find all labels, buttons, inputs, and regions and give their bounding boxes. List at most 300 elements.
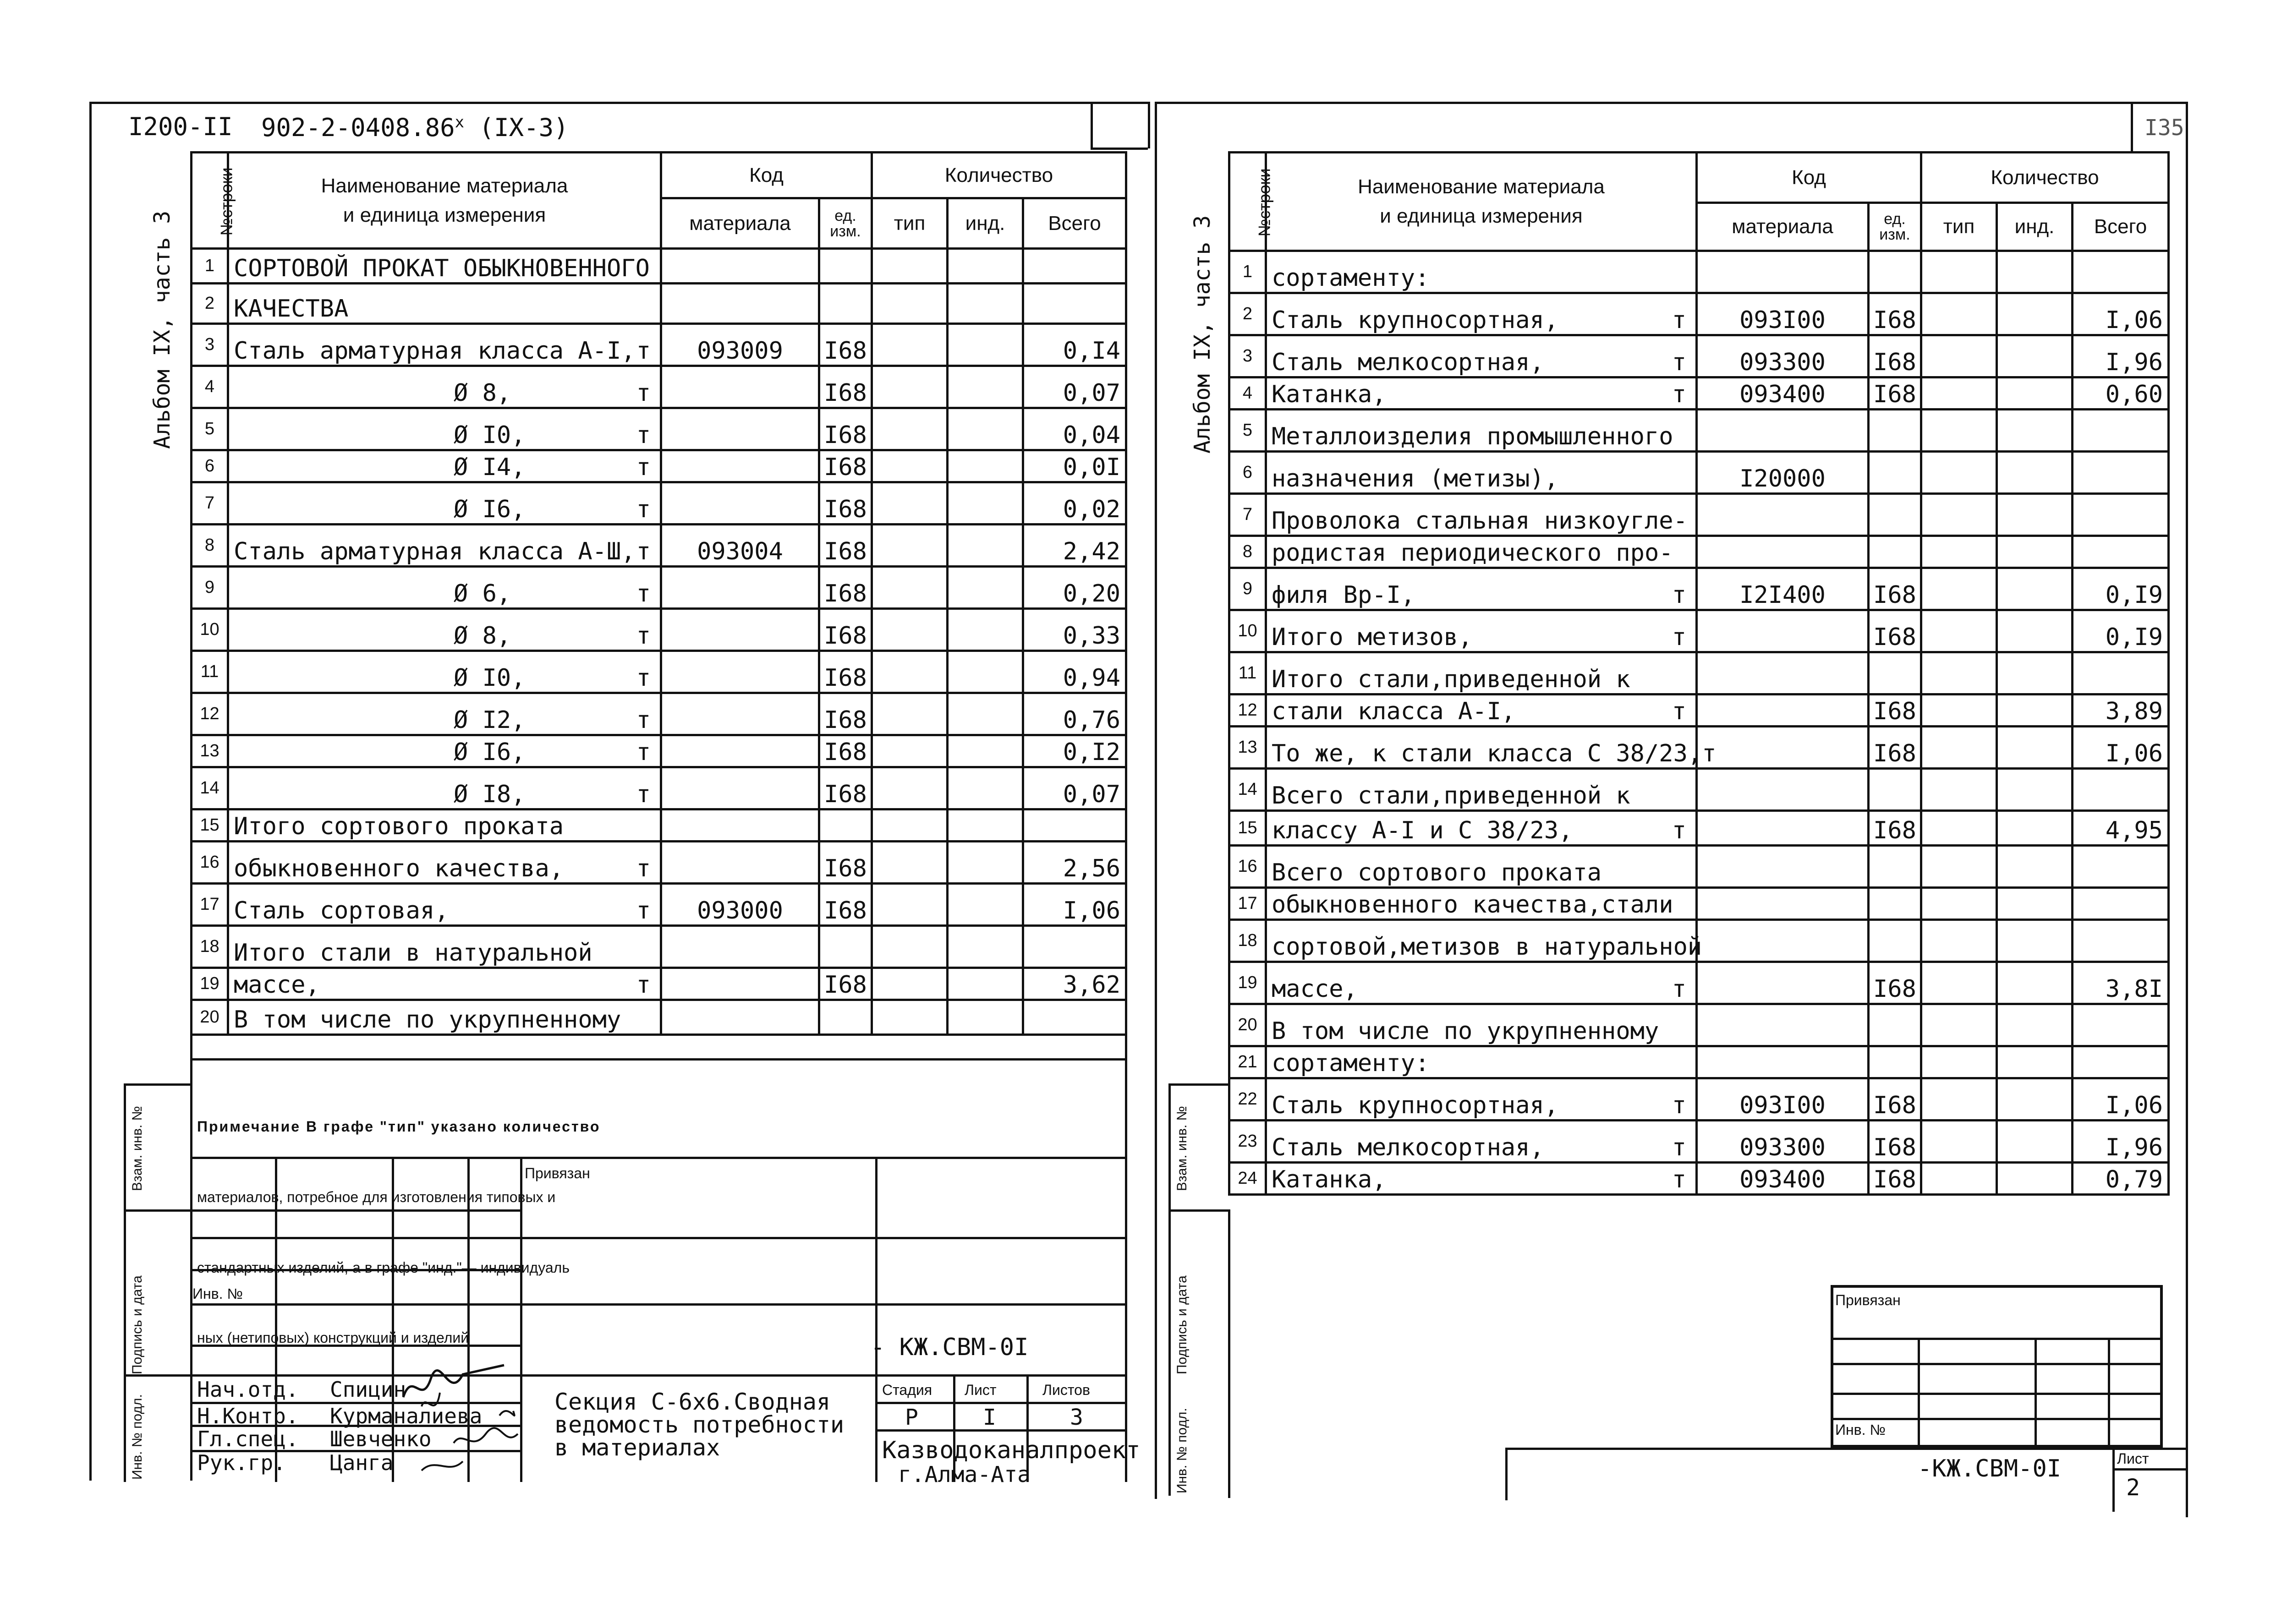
qty-type xyxy=(872,249,948,284)
qty-total: 4,95 xyxy=(2073,811,2169,846)
row-number: 6 xyxy=(1229,452,1266,494)
right-outer-border-right xyxy=(2186,102,2188,1517)
table-row xyxy=(1229,536,2169,568)
material-name-wrap xyxy=(1272,1092,1691,1119)
qty-type xyxy=(872,1000,948,1035)
row-number: 6 xyxy=(192,450,228,482)
qty-type xyxy=(872,366,948,408)
material-code xyxy=(1697,536,1869,568)
material-name-text: Ø I8, xyxy=(454,781,526,808)
material-name xyxy=(228,926,661,968)
table-row xyxy=(1229,694,2169,727)
qty-ind xyxy=(948,567,1023,609)
material-name-wrap xyxy=(234,622,655,650)
row-number: 10 xyxy=(192,609,228,651)
qty-total: 0,I9 xyxy=(2073,568,2169,610)
material-name-text: Итого стали,приведенной к xyxy=(1272,666,1630,693)
material-code xyxy=(661,366,819,408)
row-number: 2 xyxy=(1229,293,1266,335)
material-code xyxy=(661,735,819,767)
unit-code: I68 xyxy=(819,693,872,735)
row-number: 11 xyxy=(192,651,228,693)
qty-total xyxy=(1023,284,1126,324)
material-name-wrap xyxy=(1272,507,1691,535)
material-code xyxy=(661,693,819,735)
material-name-wrap xyxy=(1272,817,1691,844)
stage-label: Стадия xyxy=(882,1382,932,1398)
material-name-wrap xyxy=(1272,666,1691,693)
qty-ind xyxy=(948,735,1023,767)
table-row xyxy=(192,482,1126,525)
material-name-text: массе, xyxy=(234,971,320,999)
qty-type xyxy=(872,567,948,609)
table-row xyxy=(192,249,1126,284)
material-name-wrap xyxy=(234,706,655,734)
material-name-text: Проволока стальная низкоугле- xyxy=(1272,507,1688,535)
unit-code: I68 xyxy=(819,408,872,450)
material-code xyxy=(661,249,819,284)
material-name-wrap xyxy=(1272,891,1691,919)
side-label-inv-left: Инв. № подл. xyxy=(130,1394,145,1480)
qty-ind xyxy=(948,926,1023,968)
table-row xyxy=(1229,1078,2169,1121)
qty-total xyxy=(2073,846,2169,888)
unit-code xyxy=(1869,452,1921,494)
material-name-wrap xyxy=(1272,1050,1691,1077)
material-unit-letter: т xyxy=(1672,306,1686,334)
qty-total: I,06 xyxy=(1023,884,1126,926)
qty-type xyxy=(872,609,948,651)
qty-ind xyxy=(948,767,1023,809)
qty-total: 0,60 xyxy=(2073,377,2169,410)
unit-code xyxy=(1869,1046,1921,1078)
material-name xyxy=(1266,335,1697,377)
material-code xyxy=(661,567,819,609)
material-name-text: Сталь арматурная класса А-I, xyxy=(234,337,636,365)
qty-type xyxy=(1921,494,1997,536)
material-code: 093400 xyxy=(1697,377,1869,410)
material-name-wrap xyxy=(1272,465,1691,492)
material-name xyxy=(228,884,661,926)
table-row xyxy=(1229,962,2169,1004)
qty-type xyxy=(1921,1163,1997,1195)
material-code xyxy=(661,767,819,809)
qty-type xyxy=(1921,694,1997,727)
qty-type xyxy=(872,842,948,884)
table-body-right xyxy=(1229,251,2169,1195)
material-unit-letter: т xyxy=(636,454,651,481)
qty-ind xyxy=(1997,694,2073,727)
material-name-text: Ø I6, xyxy=(454,738,526,766)
material-name-text: В том числе по укрупненному xyxy=(234,1006,621,1033)
qty-ind xyxy=(948,450,1023,482)
material-name-text: Ø I2, xyxy=(454,706,526,734)
material-name xyxy=(1266,962,1697,1004)
material-name xyxy=(228,366,661,408)
material-code xyxy=(1697,410,1869,452)
material-code xyxy=(661,651,819,693)
material-name-wrap xyxy=(234,1006,655,1033)
material-unit-letter: т xyxy=(636,622,651,650)
material-name-text: СОРТОВОЙ ПРОКАТ ОБЫКНОВЕННОГО xyxy=(234,255,650,282)
row-number: 22 xyxy=(1229,1078,1266,1121)
material-name xyxy=(228,408,661,450)
material-code: 093004 xyxy=(661,525,819,567)
qty-ind xyxy=(948,366,1023,408)
material-name-wrap xyxy=(234,337,655,365)
unit-code xyxy=(819,809,872,842)
qty-ind xyxy=(948,284,1023,324)
header-code-material: материала xyxy=(661,198,819,249)
table-row xyxy=(1229,335,2169,377)
material-name-text: Сталь крупносортная, xyxy=(1272,1092,1559,1119)
qty-type xyxy=(872,450,948,482)
material-name xyxy=(1266,251,1697,293)
row-number: 2 xyxy=(192,284,228,324)
material-name-wrap xyxy=(1272,1134,1691,1161)
unit-code: I68 xyxy=(819,735,872,767)
header-code: Код xyxy=(661,153,872,198)
qty-ind xyxy=(1997,1046,2073,1078)
material-name-wrap xyxy=(1272,1017,1691,1045)
material-code xyxy=(661,284,819,324)
row-number: 17 xyxy=(192,884,228,926)
qty-total xyxy=(2073,1046,2169,1078)
qty-type xyxy=(1921,1004,1997,1046)
unit-code xyxy=(819,249,872,284)
material-name xyxy=(228,609,661,651)
material-unit-letter: т xyxy=(636,337,651,365)
material-name-text: Сталь арматурная класса А-Ш, xyxy=(234,538,636,565)
material-code xyxy=(661,1000,819,1035)
qty-ind xyxy=(948,968,1023,1000)
qty-ind xyxy=(948,884,1023,926)
qty-ind xyxy=(948,609,1023,651)
qty-ind xyxy=(1997,610,2073,652)
table-row xyxy=(1229,846,2169,888)
qty-ind xyxy=(1997,1121,2073,1163)
material-unit-letter: т xyxy=(1672,698,1686,725)
material-code xyxy=(1697,494,1869,536)
table-row xyxy=(1229,452,2169,494)
row-number: 15 xyxy=(1229,811,1266,846)
material-unit-letter: т xyxy=(1672,1166,1686,1193)
material-name-wrap xyxy=(1272,349,1691,376)
qty-type xyxy=(1921,920,1997,962)
top-border-left xyxy=(89,102,1148,104)
header-qty-ind-right: инд. xyxy=(1997,203,2073,251)
material-name-text: В том числе по укрупненному xyxy=(1272,1017,1659,1045)
qty-ind xyxy=(1997,536,2073,568)
row-number: 16 xyxy=(192,842,228,884)
qty-ind xyxy=(948,651,1023,693)
qty-type xyxy=(1921,811,1997,846)
sheet-label: Лист xyxy=(965,1382,997,1398)
stage-value: Р xyxy=(905,1405,918,1430)
material-name-text: сортовой,метизов в натуральной xyxy=(1272,933,1702,961)
material-code xyxy=(661,408,819,450)
table-row xyxy=(1229,610,2169,652)
material-code: I20000 xyxy=(1697,452,1869,494)
material-name-wrap xyxy=(1272,975,1691,1003)
unit-code xyxy=(819,284,872,324)
material-name xyxy=(228,1000,661,1035)
qty-ind xyxy=(948,809,1023,842)
material-name-text: обыкновенного качества, xyxy=(234,855,564,882)
material-name-text: назначения (метизы), xyxy=(1272,465,1559,492)
material-name xyxy=(228,249,661,284)
qty-type xyxy=(872,693,948,735)
qty-type xyxy=(872,284,948,324)
row-number: 7 xyxy=(192,482,228,525)
material-name-text: Сталь сортовая, xyxy=(234,897,449,924)
header-code-unit: ед. изм. xyxy=(819,198,872,249)
material-unit-letter: т xyxy=(636,897,651,924)
qty-ind xyxy=(1997,1004,2073,1046)
row-number: 19 xyxy=(1229,962,1266,1004)
qty-type xyxy=(1921,1078,1997,1121)
material-name xyxy=(1266,888,1697,920)
unit-code xyxy=(1869,652,1921,694)
row-number: 21 xyxy=(1229,1046,1266,1078)
qty-ind xyxy=(1997,962,2073,1004)
unit-code: I68 xyxy=(1869,335,1921,377)
handwritten-signatures xyxy=(394,1365,522,1484)
qty-total: 2,56 xyxy=(1023,842,1126,884)
sheet-value-right: 2 xyxy=(2126,1474,2140,1501)
row-number: 8 xyxy=(192,525,228,567)
qty-total: 0,0I xyxy=(1023,450,1126,482)
unit-code xyxy=(1869,410,1921,452)
doc-code-stamp-right: -КЖ.СВМ-0I xyxy=(1918,1455,2062,1482)
material-name-wrap xyxy=(1272,740,1717,767)
table-row xyxy=(1229,920,2169,962)
material-name xyxy=(1266,920,1702,962)
side-label-podpis-right: Подпись и дата xyxy=(1174,1275,1190,1374)
note-text: Примечание В графе "тип" указано количество материалов, потребное для изготовления типовых и стандартных изделий, а в графе "инд."— индивидуаль ных (нетиповых) конструкций и изделий xyxy=(197,1118,601,1346)
material-code xyxy=(661,968,819,1000)
material-unit-letter: т xyxy=(1672,381,1686,408)
material-name-wrap xyxy=(1272,381,1691,408)
material-unit-letter: т xyxy=(636,379,651,407)
material-code xyxy=(1697,846,1869,888)
material-name-wrap xyxy=(234,295,655,323)
qty-type xyxy=(1921,727,1997,769)
material-name-wrap xyxy=(1272,623,1691,651)
row-number: 1 xyxy=(1229,251,1266,293)
header-code-material-right: материала xyxy=(1697,203,1869,251)
unit-code: I68 xyxy=(819,366,872,408)
unit-code xyxy=(1869,920,1921,962)
material-code: 093I00 xyxy=(1697,293,1869,335)
table-row xyxy=(192,651,1126,693)
qty-total: I,96 xyxy=(2073,335,2169,377)
material-name xyxy=(228,767,661,809)
qty-type xyxy=(1921,452,1997,494)
row-number: 12 xyxy=(192,693,228,735)
table-row xyxy=(192,735,1126,767)
unit-code xyxy=(1869,769,1921,811)
qty-ind xyxy=(1997,494,2073,536)
header-name-right: Наименование материала и единица измерения xyxy=(1266,153,1697,251)
material-name xyxy=(1266,410,1697,452)
row-number: 14 xyxy=(1229,769,1266,811)
material-code xyxy=(1697,1004,1869,1046)
qty-total: 0,I2 xyxy=(1023,735,1126,767)
row-number: 4 xyxy=(192,366,228,408)
material-name xyxy=(228,324,661,366)
material-name xyxy=(1266,1004,1697,1046)
qty-type xyxy=(872,651,948,693)
qty-ind xyxy=(1997,888,2073,920)
qty-total: 0,76 xyxy=(1023,693,1126,735)
row-number: 9 xyxy=(1229,568,1266,610)
qty-ind xyxy=(948,1000,1023,1035)
row-number: 13 xyxy=(1229,727,1266,769)
unit-code: I68 xyxy=(1869,610,1921,652)
material-code xyxy=(661,482,819,525)
doc-code-stamp-left: - КЖ.СВМ-0I xyxy=(871,1334,1029,1361)
table-row xyxy=(192,1000,1126,1035)
material-unit-letter: т xyxy=(636,580,651,607)
privyazan-label-left: Привязан xyxy=(525,1165,590,1181)
unit-code xyxy=(819,1000,872,1035)
row-number: 5 xyxy=(1229,410,1266,452)
material-name xyxy=(1266,568,1697,610)
material-name-text: Сталь мелкосортная, xyxy=(1272,1134,1544,1161)
doc-number: 902-2-0408.86$^x$ (IX-3) xyxy=(261,113,569,142)
table-row xyxy=(1229,568,2169,610)
material-name xyxy=(228,651,661,693)
material-unit-letter: т xyxy=(636,855,651,882)
qty-type xyxy=(1921,962,1997,1004)
qty-total: 0,79 xyxy=(2073,1163,2169,1195)
material-code: 093300 xyxy=(1697,1121,1869,1163)
qty-total: 3,62 xyxy=(1023,968,1126,1000)
table-row xyxy=(192,366,1126,408)
qty-total: 2,42 xyxy=(1023,525,1126,567)
row-number: 24 xyxy=(1229,1163,1266,1195)
header-code-unit-right: ед. изм. xyxy=(1869,203,1921,251)
sheets-label: Листов xyxy=(1042,1382,1090,1398)
qty-total xyxy=(1023,1000,1126,1035)
material-name xyxy=(1266,452,1697,494)
material-name xyxy=(1266,1121,1697,1163)
sheet-value: I xyxy=(983,1405,996,1430)
material-code xyxy=(1697,888,1869,920)
row-number: 23 xyxy=(1229,1121,1266,1163)
material-unit-letter: т xyxy=(636,738,651,766)
materials-table-right xyxy=(1228,151,2170,1196)
table-row xyxy=(1229,652,2169,694)
qty-total: 3,8I xyxy=(2073,962,2169,1004)
material-unit-letter: т xyxy=(636,664,651,692)
side-label-vzam-left: Взам. инв. № xyxy=(130,1106,145,1191)
unit-code: I68 xyxy=(819,450,872,482)
qty-ind xyxy=(1997,727,2073,769)
qty-total xyxy=(2073,251,2169,293)
material-name xyxy=(228,284,661,324)
row-number: 5 xyxy=(192,408,228,450)
qty-type xyxy=(872,482,948,525)
qty-ind xyxy=(948,482,1023,525)
material-name xyxy=(1266,846,1697,888)
unit-code xyxy=(1869,251,1921,293)
org-city: г.Алма-Ата xyxy=(898,1462,1031,1487)
qty-total: 0,94 xyxy=(1023,651,1126,693)
material-name-wrap xyxy=(1272,859,1691,886)
unit-code: I68 xyxy=(1869,377,1921,410)
unit-code: I68 xyxy=(819,767,872,809)
material-name-wrap xyxy=(1272,306,1691,334)
material-unit-letter: т xyxy=(636,706,651,734)
row-number: 3 xyxy=(192,324,228,366)
qty-type xyxy=(1921,568,1997,610)
material-name-text: Катанка, xyxy=(1272,1166,1387,1193)
unit-code xyxy=(1869,536,1921,568)
qty-type xyxy=(1921,769,1997,811)
material-name-wrap xyxy=(1272,423,1691,450)
material-name xyxy=(228,968,661,1000)
material-unit-letter: т xyxy=(1672,623,1686,651)
row-number: 9 xyxy=(192,567,228,609)
material-name-text: Ø 8, xyxy=(454,379,511,407)
material-name xyxy=(1266,652,1697,694)
qty-total: I,96 xyxy=(2073,1121,2169,1163)
qty-ind xyxy=(1997,452,2073,494)
material-code xyxy=(661,842,819,884)
unit-code: I68 xyxy=(819,651,872,693)
doc-code-left: I200-II xyxy=(128,112,233,141)
material-name-text: Сталь крупносортная, xyxy=(1272,306,1559,334)
material-name-wrap xyxy=(234,855,655,882)
qty-type xyxy=(872,324,948,366)
row-number: 18 xyxy=(192,926,228,968)
header-qty-ind: инд. xyxy=(948,198,1023,249)
qty-total: I,06 xyxy=(2073,727,2169,769)
side-label-vzam-right: Взам. инв. № xyxy=(1174,1106,1190,1191)
material-name-text: классу А-I и С 38/23, xyxy=(1272,817,1573,844)
row-number: 17 xyxy=(1229,888,1266,920)
material-code xyxy=(1697,610,1869,652)
row-number: 12 xyxy=(1229,694,1266,727)
unit-code: I68 xyxy=(819,567,872,609)
qty-ind xyxy=(948,249,1023,284)
table-row xyxy=(192,693,1126,735)
table-row xyxy=(1229,727,2169,769)
qty-ind xyxy=(1997,251,2073,293)
material-name-text: Итого метизов, xyxy=(1272,623,1473,651)
material-name-text: Ø 6, xyxy=(454,580,511,607)
material-code xyxy=(1697,920,1869,962)
qty-type xyxy=(1921,377,1997,410)
qty-ind xyxy=(1997,410,2073,452)
header-code-right: Код xyxy=(1697,153,1921,203)
unit-code: I68 xyxy=(1869,293,1921,335)
qty-ind xyxy=(1997,920,2073,962)
material-name-wrap xyxy=(234,496,655,523)
qty-total xyxy=(2073,536,2169,568)
qty-type xyxy=(1921,610,1997,652)
unit-code: I68 xyxy=(1869,727,1921,769)
inv-no-label-right: Инв. № xyxy=(1835,1422,1886,1438)
material-name-wrap xyxy=(1272,539,1691,567)
qty-total xyxy=(2073,494,2169,536)
qty-ind xyxy=(948,408,1023,450)
qty-ind xyxy=(1997,377,2073,410)
unit-code: I68 xyxy=(1869,811,1921,846)
material-name xyxy=(1266,811,1697,846)
